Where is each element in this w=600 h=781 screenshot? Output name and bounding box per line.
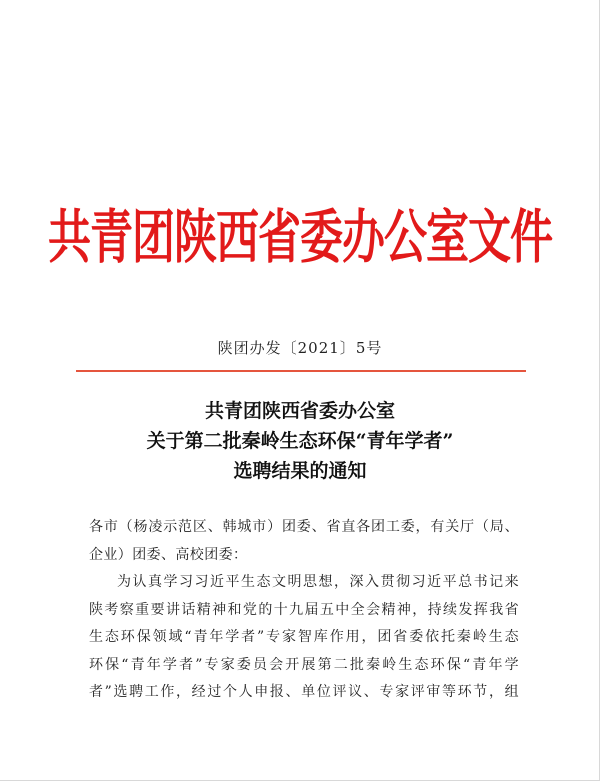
addressee-line-1: 各市（杨凌示范区、韩城市）团委、省直各团工委，有关厅（局、 [89, 519, 519, 535]
body-line-2: 陕考察重要讲话精神和党的十九届五中全会精神，持续发挥我省 [89, 601, 519, 618]
notice-title-line-1: 共青团陕西省委办公室 [204, 400, 395, 422]
addressee-line-2: 企业）团委、高校团委： [89, 546, 248, 563]
notice-body [89, 514, 519, 707]
document-header-title: 共青团陕西省委办公室文件 [48, 204, 552, 272]
notice-title-line-2: 关于第二批秦岭生态环保“青年学者” [146, 430, 454, 452]
body-line-4: 环保“青年学者”专家委员会开展第二批秦岭生态环保“青年学 [89, 656, 519, 673]
body-line-3: 生态环保领域“青年学者”专家智库作用，团省委依托秦岭生态 [89, 629, 519, 645]
notice-title [0, 396, 600, 486]
notice-title-line-3: 选聘结果的通知 [233, 460, 367, 482]
body-line-5: 者”选聘工作，经过个人申报、单位评议、专家评审等环节，组 [89, 684, 519, 700]
document-number: 陕团办发〔2021〕5号 [217, 339, 383, 357]
header-divider-line [76, 370, 526, 372]
body-line-1: 为认真学习习近平生态文明思想，深入贯彻习近平总书记来 [117, 574, 519, 590]
